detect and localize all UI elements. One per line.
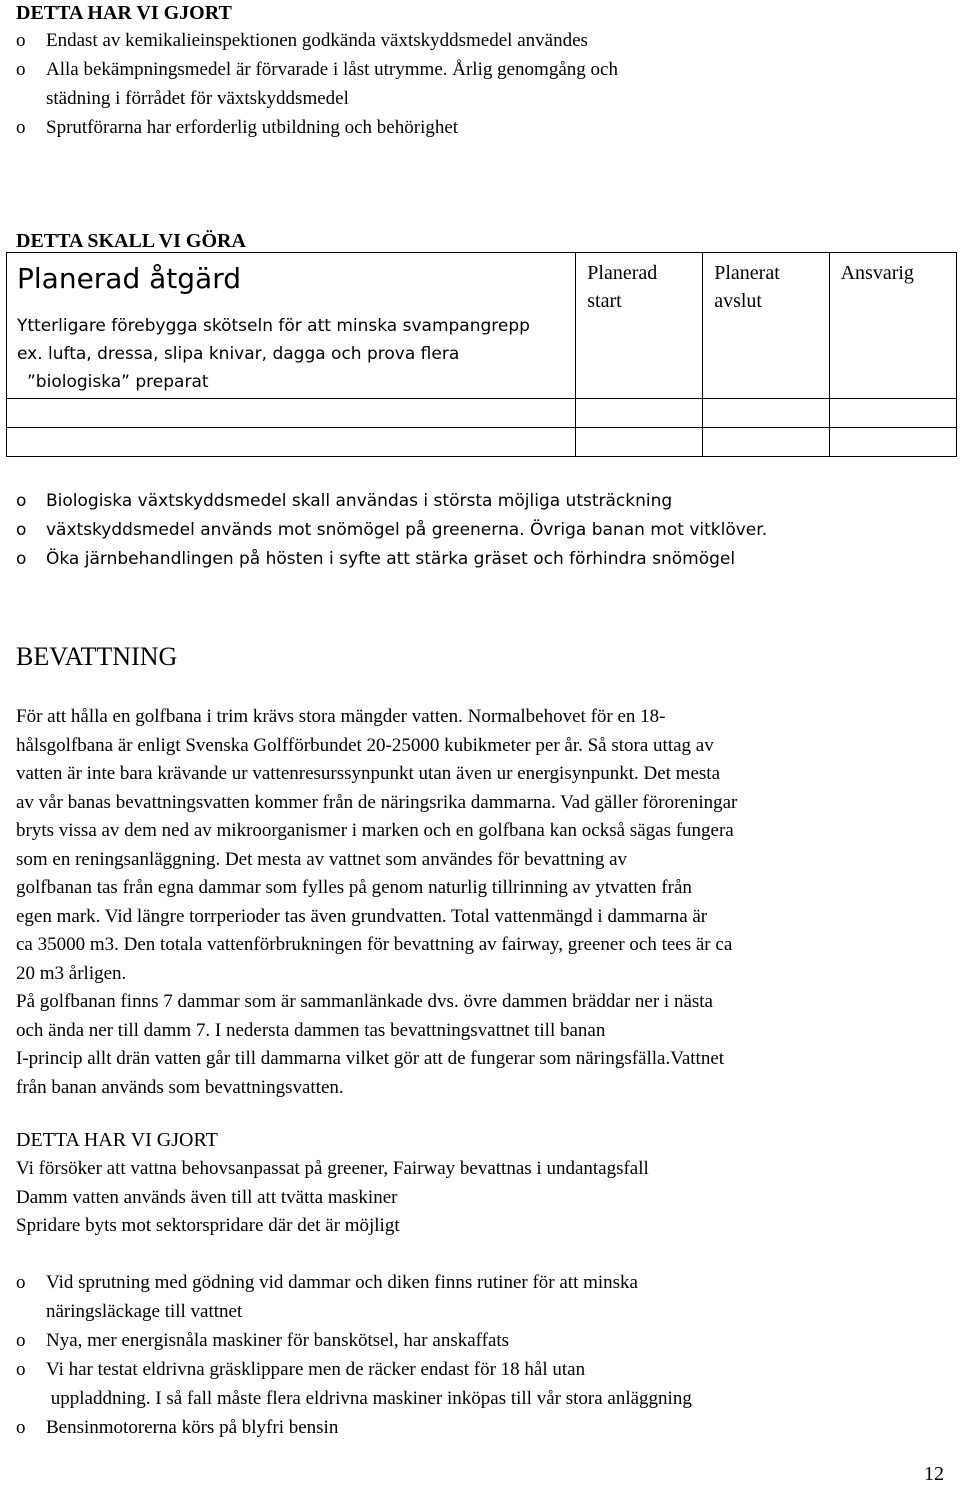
header-text: Planerad: [587, 262, 658, 284]
paragraph-line: bryts vissa av dem ned av mikroorganismer i marken och en golfbana kan också sägas fungera: [16, 820, 734, 841]
bullet-marker: o: [16, 491, 27, 511]
bullet-marker: o: [16, 549, 27, 569]
list-item-text: Vi har testat eldrivna gräsklippare men de räcker endast för 18 hål utan: [46, 1359, 586, 1380]
list-item: [16, 1355, 946, 1413]
paragraph-line: som en reningsanläggning. Det mesta av vattnet som användes för bevattning av: [16, 848, 628, 870]
list-item-text: uppladdning. I så fall måste flera eldrivna maskiner inköpas till vår stora anläggning: [46, 1388, 692, 1409]
paragraph-line: av vår banas bevattningsvatten kommer från de näringsrika dammarna. Vad gäller föroreningar: [16, 791, 738, 813]
top-heading: DETTA HAR VI GJORT: [16, 2, 232, 24]
empty-cell: [703, 399, 829, 428]
description-line: ex. lufta, dressa, slipa knivar, dagga och prova flera: [17, 344, 460, 364]
bullet-marker: o: [16, 1359, 26, 1380]
list-item-text: Öka järnbehandlingen på hösten i syfte att stärka gräset och förhindra snömögel: [46, 549, 736, 569]
empty-cell: [576, 399, 703, 428]
list-item: [16, 26, 946, 55]
empty-cell: [829, 428, 956, 457]
section-title: BEVATTNING: [16, 642, 178, 671]
planned-start-header: [576, 253, 703, 399]
bullet-marker: o: [16, 117, 26, 138]
header-text: start: [587, 290, 622, 312]
list-item-text: Bensinmotorerna körs på blyfri bensin: [46, 1417, 339, 1438]
paragraph-line: I-princip allt drän vatten går till dammarna vilket gör att de fungerar som näringsfälla.Vattnet: [16, 1048, 725, 1069]
bullet-marker: o: [16, 1330, 26, 1351]
paragraph-line: hålsgolfbana är enligt Svenska Golfförbundet 20-25000 kubikmeter per år. Så stora uttag av: [16, 734, 714, 756]
done-heading: DETTA HAR VI GJORT: [16, 1129, 218, 1151]
list-item-text: näringsläckage till vattnet: [46, 1301, 243, 1322]
top-bullet-list: [16, 26, 946, 142]
planned-action-description: [17, 312, 565, 396]
planned-end-header: [703, 253, 829, 399]
bullet-marker: o: [16, 520, 27, 540]
list-item-text: Nya, mer energisnåla maskiner för banskötsel, har anskaffats: [46, 1330, 510, 1351]
paragraph-line: För att hålla en golfbana i trim krävs stora mängder vatten. Normalbehovet för en 18-: [16, 706, 666, 727]
list-item: [16, 55, 946, 113]
paragraph-line: 20 m3 årligen.: [16, 962, 127, 984]
paragraph-line: och ända ner till damm 7. I nedersta dammen tas bevattningsvattnet till banan: [16, 1019, 606, 1041]
paragraph-line: egen mark. Vid längre torrperioder tas även grundvatten. Total vattenmängd i dammarna är: [16, 905, 708, 927]
list-item: [16, 1268, 946, 1326]
bullet-marker: o: [16, 30, 26, 51]
planned-action-cell: [7, 253, 576, 399]
final-bullet-list: [16, 1268, 946, 1442]
empty-cell: [7, 399, 576, 428]
plan-heading: DETTA SKALL VI GÖRA: [16, 230, 246, 252]
done-line: Damm vatten används även till att tvätta maskiner: [16, 1186, 398, 1208]
description-line: Ytterligare förebygga skötseln för att minska svampangrepp: [17, 316, 530, 336]
empty-cell: [703, 428, 829, 457]
list-item-text: städning i förrådet för växtskyddsmedel: [46, 88, 349, 109]
empty-cell: [576, 428, 703, 457]
list-item: [16, 516, 946, 545]
paragraph-line: ca 35000 m3. Den totala vattenförbrukningen för bevattning av fairway, greener och tees är ca: [16, 934, 733, 955]
list-item: [16, 487, 946, 516]
paragraph-line: från banan används som bevattningsvatten.: [16, 1076, 344, 1098]
page-number: 12: [924, 1463, 944, 1485]
table-header-row: [7, 253, 957, 399]
list-item-text: Sprutförarna har erforderlig utbildning och behörighet: [46, 117, 459, 138]
list-item-text: Biologiska växtskyddsmedel skall användas i största möjliga utsträckning: [46, 491, 673, 511]
list-item: [16, 545, 946, 574]
irrigation-paragraph: [16, 703, 951, 1102]
table-row: [7, 428, 957, 457]
description-line: ”biologiska” preparat: [27, 372, 209, 392]
list-item: [16, 1326, 946, 1355]
list-item-text: Alla bekämpningsmedel är förvarade i låst utrymme. Årlig genomgång och: [46, 59, 618, 80]
empty-cell: [7, 428, 576, 457]
table-row: [7, 399, 957, 428]
responsible-header: Ansvarig: [829, 253, 956, 399]
plan-bullet-list: [16, 487, 946, 574]
paragraph-line: vatten är inte bara krävande ur vattenresurssynpunkt utan även ur energisynpunkt. Det mesta: [16, 763, 721, 784]
bullet-marker: o: [16, 1417, 26, 1438]
list-item-text: Endast av kemikalieinspektionen godkända växtskyddsmedel användes: [46, 30, 588, 51]
bullet-marker: o: [16, 59, 26, 80]
action-table: [6, 252, 957, 457]
list-item: [16, 113, 946, 142]
done-lines: [16, 1155, 951, 1241]
bullet-marker: o: [16, 1272, 26, 1293]
list-item-text: Vid sprutning med gödning vid dammar och diken finns rutiner för att minska: [46, 1272, 638, 1293]
empty-cell: [829, 399, 956, 428]
done-line: Spridare byts mot sektorspridare där det är möjligt: [16, 1215, 400, 1236]
planned-action-title: Planerad åtgärd: [17, 262, 241, 295]
list-item: [16, 1413, 946, 1442]
header-text: Planerat: [714, 262, 780, 284]
done-line: Vi försöker att vattna behovsanpassat på greener, Fairway bevattnas i undantagsfall: [16, 1158, 649, 1179]
paragraph-line: golfbanan tas från egna dammar som fylles på genom naturlig tillrinning av ytvatten från: [16, 877, 692, 898]
paragraph-line: På golfbanan finns 7 dammar som är sammanlänkade dvs. övre dammen bräddar ner i nästa: [16, 991, 713, 1012]
header-text: avslut: [714, 290, 762, 312]
list-item-text: växtskyddsmedel används mot snömögel på greenerna. Övriga banan mot vitklöver.: [46, 520, 768, 540]
